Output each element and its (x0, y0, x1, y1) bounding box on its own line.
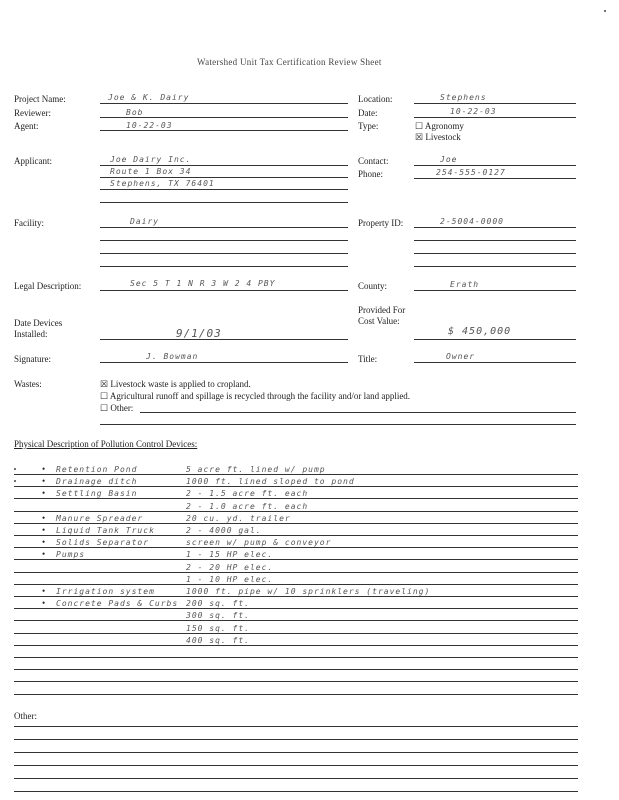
project-name-value: Joe & K. Dairy (108, 93, 190, 102)
agent-label: Agent: (14, 121, 39, 131)
device-description: 2 - 20 HP elec. (186, 562, 274, 572)
facility-line-2 (100, 240, 348, 241)
waste-option-livestock[interactable]: ☒ Livestock waste is applied to cropland. (100, 379, 251, 389)
cost-value-line (414, 339, 576, 340)
blank-device-line (14, 657, 578, 658)
legal-description-label: Legal Description: (14, 281, 82, 291)
physical-description-heading: Physical Description of Pollution Control Devices: (14, 439, 198, 449)
facility-line-3 (100, 253, 348, 254)
facility-line-4 (100, 266, 348, 267)
device-bullet: • (42, 586, 46, 596)
date-value: 10-22-03 (450, 107, 497, 116)
date-label: Date: (358, 108, 378, 118)
reviewer-value: Bob (126, 108, 144, 117)
agent-value: 10-22-03 (126, 121, 173, 130)
device-description: 2 - 1.5 acre ft. each (186, 489, 309, 499)
device-description: 200 sq. ft. (186, 599, 250, 609)
contact-label: Contact: (358, 156, 389, 166)
other-line (14, 739, 578, 740)
waste-option-other[interactable]: ☐ Other: (100, 403, 134, 413)
device-description: screen w/ pump & conveyor (186, 538, 332, 548)
blank-device-line (14, 694, 578, 695)
wastes-label: Wastes: (14, 379, 42, 389)
legal-description-line (100, 290, 348, 291)
device-line (14, 584, 578, 585)
facility-line-1 (100, 227, 348, 228)
other-line (14, 778, 578, 779)
legal-description-value: Sec 5 T 1 N R 3 W 2 4 PBY (130, 279, 276, 288)
applicant-line-3 (100, 189, 348, 190)
applicant-label: Applicant: (14, 156, 52, 166)
property-id-value: 2-5004-0000 (440, 217, 504, 226)
device-bullet: • (42, 537, 46, 548)
device-bullet: • (42, 476, 46, 487)
signature-label: Signature: (14, 354, 51, 364)
other-line (14, 726, 578, 727)
cost-value-label: Provided For Cost Value: (358, 305, 406, 326)
property-id-line-3 (414, 253, 576, 254)
device-bullet: • (42, 512, 46, 523)
project-name-label: Project Name: (14, 94, 66, 104)
signature-value: J. Bowman (146, 352, 199, 361)
device-description: 1000 ft. lined sloped to pond (186, 477, 355, 487)
device-bullet: • (42, 525, 46, 535)
device-line (14, 608, 578, 609)
applicant-line-2 (100, 177, 348, 178)
device-line (14, 572, 578, 573)
device-description: 1 - 10 HP elec. (186, 574, 274, 584)
county-label: County: (358, 281, 388, 291)
device-line (14, 547, 578, 548)
county-line (414, 290, 576, 291)
property-id-line-1 (414, 227, 576, 228)
device-item: Irrigation system (56, 587, 155, 596)
device-description: 20 cu. yd. trailer (186, 513, 291, 523)
device-item: Drainage ditch (56, 477, 138, 487)
device-item: Liquid Tank Truck (56, 526, 155, 535)
reviewer-line (100, 117, 348, 118)
device-line (14, 523, 578, 524)
location-value: Stephens (440, 93, 487, 102)
device-line (14, 633, 578, 634)
type-option-livestock[interactable]: ☒ Livestock (415, 132, 461, 142)
waste-other-line-2 (100, 424, 576, 425)
device-line (14, 620, 578, 621)
applicant-line-1 (100, 165, 348, 166)
form-title: Watershed Unit Tax Certification Review Sheet (197, 57, 382, 67)
device-description: 1 - 15 HP elec. (186, 550, 274, 560)
property-id-label: Property ID: (358, 218, 404, 228)
device-description: 150 sq. ft. (186, 623, 250, 633)
type-label: Type: (358, 121, 379, 131)
waste-option-agricultural[interactable]: ☐ Agricultural runoff and spillage is recycled through the facility and/or land applied. (100, 391, 411, 401)
other-label: Other: (14, 711, 37, 721)
date-devices-installed-line (100, 339, 348, 340)
type-option-agronomy[interactable]: ☐ Agronomy (415, 121, 464, 131)
applicant-line-2-value: Route 1 Box 34 (110, 167, 192, 176)
device-description: 2 - 1.0 acre ft. each (186, 501, 309, 511)
device-description: 300 sq. ft. (186, 611, 250, 621)
date-devices-installed-value: 9/1/03 (176, 327, 222, 340)
phone-line (414, 178, 576, 179)
reviewer-label: Reviewer: (14, 108, 51, 118)
date-devices-installed-label: Date Devices Installed: (14, 318, 63, 339)
device-line (14, 486, 578, 487)
facility-label: Facility: (14, 218, 44, 228)
title-line (414, 362, 576, 363)
device-line (14, 645, 578, 646)
device-line (14, 474, 578, 475)
title-value: Owner (446, 352, 476, 361)
device-line (14, 559, 578, 560)
blank-device-line (14, 669, 578, 670)
property-id-line-4 (414, 266, 576, 267)
device-line (14, 498, 578, 499)
blank-device-line (14, 681, 578, 682)
device-item: Solids Separator (56, 538, 150, 548)
contact-value: Joe (440, 155, 458, 164)
date-line (414, 117, 576, 118)
property-id-line-2 (414, 240, 576, 241)
phone-value: 254-555-0127 (436, 168, 506, 177)
cost-value-value: $ 450,000 (448, 326, 512, 337)
device-description: 1000 ft. pipe w/ 10 sprinklers (traveling) (186, 587, 431, 596)
device-bullet: • (42, 598, 46, 609)
applicant-line-1-value: Joe Dairy Inc. (110, 155, 192, 164)
device-bullet: • (42, 464, 46, 474)
project-name-line (100, 103, 348, 104)
device-bullet: • (42, 549, 46, 560)
device-line (14, 596, 578, 597)
location-label: Location: (358, 94, 393, 104)
title-label: Title: (358, 354, 378, 364)
device-item: Retention Pond (56, 465, 138, 474)
signature-line (100, 362, 348, 363)
waste-other-line-1 (140, 412, 576, 413)
device-line (14, 535, 578, 536)
device-description: 5 acre ft. lined w/ pump (186, 465, 326, 474)
facility-value: Dairy (130, 217, 160, 226)
device-description: 2 - 4000 gal. (186, 526, 262, 535)
device-bullet: • (42, 488, 46, 499)
device-description: 400 sq. ft. (186, 635, 250, 645)
device-item: Concrete Pads & Curbs (56, 599, 179, 609)
location-line (414, 103, 576, 104)
other-line (14, 752, 578, 753)
device-line (14, 511, 578, 512)
county-value: Erath (450, 280, 480, 289)
contact-line (414, 165, 576, 166)
device-item: Manure Spreader (56, 513, 144, 523)
device-item: Pumps (56, 550, 86, 560)
other-line (14, 765, 578, 766)
phone-label: Phone: (358, 169, 384, 179)
agent-line (100, 130, 348, 131)
scan-speck (14, 480, 16, 482)
scan-speck (604, 10, 606, 12)
applicant-line-4 (100, 202, 348, 203)
device-item: Settling Basin (56, 489, 138, 499)
applicant-line-3-value: Stephens, TX 76401 (110, 179, 215, 188)
scan-speck (14, 468, 16, 470)
other-line (14, 791, 578, 792)
